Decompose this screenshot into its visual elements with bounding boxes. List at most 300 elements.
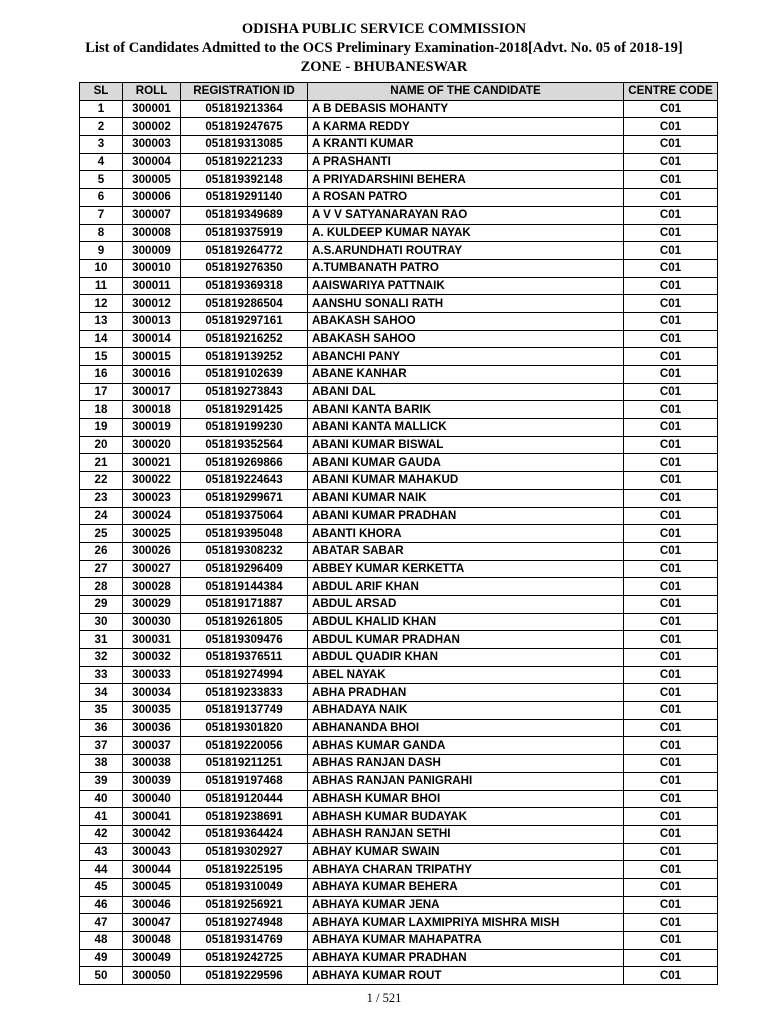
cell-registration-id: 051819197468 [181,772,308,790]
cell-roll: 300025 [123,525,181,543]
table-row [80,366,718,384]
table-row [80,472,718,490]
cell-centre-code: C01 [624,436,718,454]
cell-candidate-name: A. KULDEEP KUMAR NAYAK [308,224,624,242]
cell-registration-id: 051819225195 [181,861,308,879]
cell-candidate-name: ABDUL ARIF KHAN [308,578,624,596]
cell-registration-id: 051819264772 [181,242,308,260]
cell-candidate-name: ABHAYA KUMAR JENA [308,896,624,914]
cell-candidate-name: A.S.ARUNDHATI ROUTRAY [308,242,624,260]
cell-candidate-name: ABHAYA KUMAR MAHAPATRA [308,932,624,950]
cell-centre-code: C01 [624,772,718,790]
cell-candidate-name: ABDUL KUMAR PRADHAN [308,631,624,649]
cell-sl: 38 [80,755,123,773]
cell-roll: 300027 [123,560,181,578]
cell-registration-id: 051819310049 [181,878,308,896]
cell-centre-code: C01 [624,472,718,490]
cell-centre-code: C01 [624,702,718,720]
cell-roll: 300012 [123,295,181,313]
cell-registration-id: 051819392148 [181,171,308,189]
table-row [80,613,718,631]
cell-roll: 300030 [123,613,181,631]
table-row [80,631,718,649]
cell-candidate-name: ABEL NAYAK [308,666,624,684]
zone-title: ZONE - BHUBANESWAR [300,59,468,75]
cell-roll: 300013 [123,312,181,330]
cell-registration-id: 051819261805 [181,613,308,631]
cell-sl: 18 [80,401,123,419]
cell-sl: 29 [80,595,123,613]
org-title: ODISHA PUBLIC SERVICE COMMISSION [241,21,527,37]
cell-centre-code: C01 [624,949,718,967]
cell-sl: 31 [80,631,123,649]
cell-candidate-name: ABHA PRADHAN [308,684,624,702]
cell-centre-code: C01 [624,737,718,755]
table-row [80,843,718,861]
cell-centre-code: C01 [624,295,718,313]
col-header-roll: ROLL [123,83,181,101]
cell-sl: 49 [80,949,123,967]
cell-candidate-name: ABHAS RANJAN PANIGRAHI [308,772,624,790]
cell-sl: 28 [80,578,123,596]
cell-roll: 300021 [123,454,181,472]
table-row [80,507,718,525]
cell-candidate-name: ABDUL QUADIR KHAN [308,649,624,667]
cell-centre-code: C01 [624,153,718,171]
cell-registration-id: 051819229596 [181,967,308,985]
cell-registration-id: 051819302927 [181,843,308,861]
table-row [80,489,718,507]
cell-candidate-name: A KARMA REDDY [308,118,624,136]
cell-roll: 300033 [123,666,181,684]
table-row [80,118,718,136]
cell-candidate-name: ABHAYA KUMAR BEHERA [308,878,624,896]
table-row [80,206,718,224]
cell-centre-code: C01 [624,613,718,631]
cell-registration-id: 051819211251 [181,755,308,773]
cell-registration-id: 051819216252 [181,330,308,348]
cell-centre-code: C01 [624,489,718,507]
table-row [80,790,718,808]
cell-roll: 300037 [123,737,181,755]
cell-candidate-name: A KRANTI KUMAR [308,136,624,154]
cell-candidate-name: ABANI KANTA MALLICK [308,419,624,437]
cell-sl: 30 [80,613,123,631]
cell-candidate-name: ABHASH KUMAR BHOI [308,790,624,808]
cell-registration-id: 051819120444 [181,790,308,808]
col-header-centre-code: CENTRE CODE [624,83,718,101]
cell-centre-code: C01 [624,878,718,896]
cell-candidate-name: ABANTI KHORA [308,525,624,543]
cell-registration-id: 051819291425 [181,401,308,419]
cell-candidate-name: ABAKASH SAHOO [308,312,624,330]
col-header-candidate-name: NAME OF THE CANDIDATE [308,83,624,101]
cell-sl: 4 [80,153,123,171]
cell-candidate-name: ABANI KUMAR MAHAKUD [308,472,624,490]
cell-registration-id: 051819286504 [181,295,308,313]
table-row [80,560,718,578]
table-row [80,100,718,118]
cell-sl: 1 [80,100,123,118]
cell-centre-code: C01 [624,684,718,702]
table-row [80,242,718,260]
cell-sl: 20 [80,436,123,454]
table-row [80,401,718,419]
table-row [80,719,718,737]
cell-sl: 27 [80,560,123,578]
cell-centre-code: C01 [624,719,718,737]
col-header-sl: SL [80,83,123,101]
table-row [80,578,718,596]
cell-registration-id: 051819238691 [181,808,308,826]
cell-sl: 50 [80,967,123,985]
cell-candidate-name: A PRIYADARSHINI BEHERA [308,171,624,189]
cell-sl: 11 [80,277,123,295]
cell-centre-code: C01 [624,595,718,613]
table-row [80,896,718,914]
cell-sl: 23 [80,489,123,507]
cell-centre-code: C01 [624,861,718,879]
cell-roll: 300009 [123,242,181,260]
table-row [80,808,718,826]
cell-roll: 300019 [123,419,181,437]
cell-registration-id: 051819308232 [181,542,308,560]
cell-centre-code: C01 [624,259,718,277]
cell-candidate-name: A V V SATYANARAYAN RAO [308,206,624,224]
cell-sl: 48 [80,932,123,950]
cell-roll: 300006 [123,189,181,207]
cell-sl: 43 [80,843,123,861]
cell-roll: 300039 [123,772,181,790]
cell-centre-code: C01 [624,896,718,914]
table-row [80,684,718,702]
cell-candidate-name: ABANI KUMAR BISWAL [308,436,624,454]
cell-candidate-name: AANSHU SONALI RATH [308,295,624,313]
cell-registration-id: 051819221233 [181,153,308,171]
cell-centre-code: C01 [624,401,718,419]
table-row [80,136,718,154]
cell-sl: 3 [80,136,123,154]
cell-centre-code: C01 [624,189,718,207]
cell-sl: 45 [80,878,123,896]
cell-sl: 15 [80,348,123,366]
cell-sl: 34 [80,684,123,702]
cell-candidate-name: ABANCHI PANY [308,348,624,366]
cell-registration-id: 051819242725 [181,949,308,967]
cell-candidate-name: ABANI DAL [308,383,624,401]
cell-roll: 300023 [123,489,181,507]
table-row [80,259,718,277]
cell-roll: 300014 [123,330,181,348]
cell-roll: 300018 [123,401,181,419]
cell-sl: 24 [80,507,123,525]
cell-roll: 300028 [123,578,181,596]
cell-centre-code: C01 [624,171,718,189]
cell-sl: 39 [80,772,123,790]
cell-centre-code: C01 [624,383,718,401]
table-row [80,153,718,171]
cell-centre-code: C01 [624,525,718,543]
table-row [80,755,718,773]
cell-roll: 300048 [123,932,181,950]
cell-roll: 300046 [123,896,181,914]
cell-candidate-name: ABANI KUMAR PRADHAN [308,507,624,525]
cell-roll: 300042 [123,825,181,843]
cell-registration-id: 051819301820 [181,719,308,737]
cell-centre-code: C01 [624,542,718,560]
table-row [80,649,718,667]
cell-roll: 300022 [123,472,181,490]
cell-roll: 300032 [123,649,181,667]
cell-candidate-name: ABANI KUMAR NAIK [308,489,624,507]
table-row [80,967,718,985]
cell-sl: 32 [80,649,123,667]
cell-roll: 300003 [123,136,181,154]
cell-roll: 300004 [123,153,181,171]
cell-candidate-name: ABHAY KUMAR SWAIN [308,843,624,861]
cell-centre-code: C01 [624,242,718,260]
cell-candidate-name: ABBEY KUMAR KERKETTA [308,560,624,578]
cell-registration-id: 051819256921 [181,896,308,914]
cell-centre-code: C01 [624,649,718,667]
cell-registration-id: 051819375919 [181,224,308,242]
cell-registration-id: 051819296409 [181,560,308,578]
cell-centre-code: C01 [624,932,718,950]
cell-registration-id: 051819395048 [181,525,308,543]
cell-roll: 300005 [123,171,181,189]
cell-roll: 300044 [123,861,181,879]
cell-centre-code: C01 [624,277,718,295]
table-row [80,436,718,454]
cell-candidate-name: ABHANANDA BHOI [308,719,624,737]
cell-roll: 300049 [123,949,181,967]
cell-sl: 7 [80,206,123,224]
cell-candidate-name: ABANI KANTA BARIK [308,401,624,419]
cell-registration-id: 051819309476 [181,631,308,649]
cell-sl: 22 [80,472,123,490]
cell-sl: 44 [80,861,123,879]
cell-centre-code: C01 [624,808,718,826]
cell-sl: 10 [80,259,123,277]
table-row [80,878,718,896]
cell-candidate-name: A PRASHANTI [308,153,624,171]
cell-centre-code: C01 [624,631,718,649]
cell-centre-code: C01 [624,560,718,578]
table-row [80,383,718,401]
cell-registration-id: 051819297161 [181,312,308,330]
cell-centre-code: C01 [624,914,718,932]
cell-registration-id: 051819352564 [181,436,308,454]
cell-registration-id: 051819199230 [181,419,308,437]
table-row [80,525,718,543]
table-row [80,330,718,348]
cell-centre-code: C01 [624,224,718,242]
table-row [80,312,718,330]
table-row [80,295,718,313]
cell-sl: 2 [80,118,123,136]
table-row [80,454,718,472]
cell-sl: 13 [80,312,123,330]
cell-candidate-name: ABHAYA CHARAN TRIPATHY [308,861,624,879]
cell-centre-code: C01 [624,454,718,472]
cell-registration-id: 051819276350 [181,259,308,277]
cell-roll: 300011 [123,277,181,295]
cell-sl: 37 [80,737,123,755]
cell-registration-id: 051819274948 [181,914,308,932]
cell-registration-id: 051819139252 [181,348,308,366]
cell-roll: 300050 [123,967,181,985]
table-row [80,419,718,437]
cell-roll: 300026 [123,542,181,560]
cell-centre-code: C01 [624,312,718,330]
cell-centre-code: C01 [624,790,718,808]
table-row [80,914,718,932]
cell-registration-id: 051819220056 [181,737,308,755]
cell-registration-id: 051819213364 [181,100,308,118]
cell-roll: 300043 [123,843,181,861]
table-row [80,171,718,189]
cell-candidate-name: AAISWARIYA PATTNAIK [308,277,624,295]
cell-sl: 40 [80,790,123,808]
table-row [80,861,718,879]
cell-roll: 300036 [123,719,181,737]
cell-registration-id: 051819137749 [181,702,308,720]
cell-roll: 300024 [123,507,181,525]
cell-registration-id: 051819299671 [181,489,308,507]
table-row [80,737,718,755]
cell-roll: 300034 [123,684,181,702]
cell-candidate-name: ABAKASH SAHOO [308,330,624,348]
table-body [80,100,718,984]
cell-roll: 300040 [123,790,181,808]
cell-registration-id: 051819233833 [181,684,308,702]
table-row [80,189,718,207]
cell-registration-id: 051819224643 [181,472,308,490]
cell-centre-code: C01 [624,136,718,154]
cell-roll: 300045 [123,878,181,896]
table-row [80,348,718,366]
cell-registration-id: 051819171887 [181,595,308,613]
cell-registration-id: 051819274994 [181,666,308,684]
cell-sl: 41 [80,808,123,826]
cell-roll: 300010 [123,259,181,277]
cell-sl: 19 [80,419,123,437]
cell-centre-code: C01 [624,507,718,525]
table-row [80,224,718,242]
cell-sl: 36 [80,719,123,737]
table-row [80,932,718,950]
cell-candidate-name: ABANI KUMAR GAUDA [308,454,624,472]
cell-centre-code: C01 [624,755,718,773]
cell-centre-code: C01 [624,666,718,684]
cell-centre-code: C01 [624,419,718,437]
cell-candidate-name: ABHAYA KUMAR PRADHAN [308,949,624,967]
cell-centre-code: C01 [624,118,718,136]
cell-roll: 300031 [123,631,181,649]
cell-candidate-name: ABHAS KUMAR GANDA [308,737,624,755]
cell-candidate-name: ABHAS RANJAN DASH [308,755,624,773]
cell-candidate-name: ABATAR SABAR [308,542,624,560]
cell-registration-id: 051819375064 [181,507,308,525]
document-header [0,20,768,77]
cell-sl: 5 [80,171,123,189]
cell-centre-code: C01 [624,100,718,118]
cell-registration-id: 051819102639 [181,366,308,384]
candidate-table [79,82,718,985]
cell-roll: 300017 [123,383,181,401]
cell-candidate-name: ABHASH RANJAN SETHI [308,825,624,843]
cell-centre-code: C01 [624,206,718,224]
cell-centre-code: C01 [624,330,718,348]
cell-registration-id: 051819349689 [181,206,308,224]
cell-candidate-name: ABHADAYA NAIK [308,702,624,720]
cell-candidate-name: ABDUL ARSAD [308,595,624,613]
cell-sl: 6 [80,189,123,207]
cell-centre-code: C01 [624,348,718,366]
cell-sl: 26 [80,542,123,560]
cell-sl: 33 [80,666,123,684]
cell-roll: 300002 [123,118,181,136]
cell-centre-code: C01 [624,825,718,843]
cell-sl: 25 [80,525,123,543]
table-row [80,702,718,720]
table-row [80,666,718,684]
cell-registration-id: 051819313085 [181,136,308,154]
cell-sl: 8 [80,224,123,242]
cell-registration-id: 051819314769 [181,932,308,950]
table-row [80,595,718,613]
cell-sl: 9 [80,242,123,260]
table-header-row [80,83,718,101]
cell-candidate-name: ABDUL KHALID KHAN [308,613,624,631]
table-row [80,772,718,790]
cell-centre-code: C01 [624,843,718,861]
cell-roll: 300035 [123,702,181,720]
cell-sl: 42 [80,825,123,843]
cell-sl: 16 [80,366,123,384]
cell-roll: 300008 [123,224,181,242]
cell-sl: 47 [80,914,123,932]
cell-roll: 300029 [123,595,181,613]
page-number: 1 / 521 [366,991,402,1005]
cell-registration-id: 051819376511 [181,649,308,667]
cell-sl: 35 [80,702,123,720]
cell-registration-id: 051819247675 [181,118,308,136]
cell-candidate-name: A ROSAN PATRO [308,189,624,207]
cell-candidate-name: ABHAYA KUMAR ROUT [308,967,624,985]
table-row [80,542,718,560]
cell-registration-id: 051819364424 [181,825,308,843]
table-row [80,277,718,295]
cell-roll: 300016 [123,366,181,384]
cell-sl: 46 [80,896,123,914]
list-subtitle: List of Candidates Admitted to the OCS Preliminary Examination-2018[Advt. No. 05 of 2018-19] [85,40,683,56]
table-row [80,949,718,967]
cell-sl: 14 [80,330,123,348]
cell-registration-id: 051819273843 [181,383,308,401]
cell-candidate-name: ABANE KANHAR [308,366,624,384]
cell-registration-id: 051819144384 [181,578,308,596]
cell-sl: 17 [80,383,123,401]
cell-registration-id: 051819291140 [181,189,308,207]
cell-candidate-name: ABHAYA KUMAR LAXMIPRIYA MISHRA MISH [308,914,624,932]
table-row [80,825,718,843]
cell-candidate-name: A B DEBASIS MOHANTY [308,100,624,118]
cell-centre-code: C01 [624,578,718,596]
cell-sl: 12 [80,295,123,313]
cell-registration-id: 051819369318 [181,277,308,295]
cell-registration-id: 051819269866 [181,454,308,472]
